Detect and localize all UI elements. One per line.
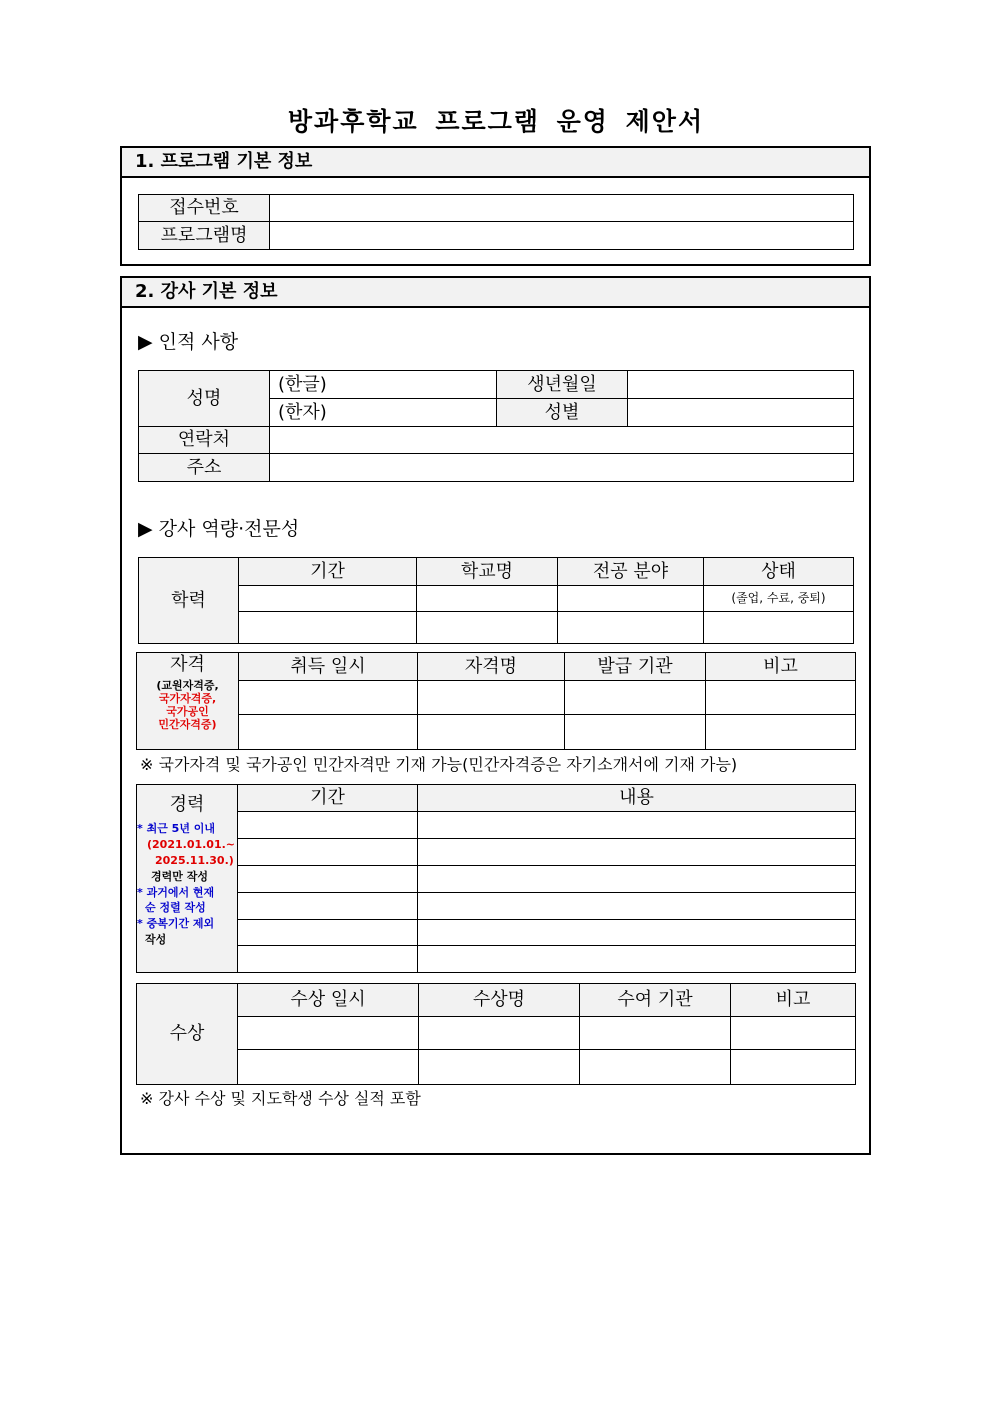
program-name-label: 프로그램명 <box>139 222 270 250</box>
education-table <box>138 557 854 644</box>
career-notes <box>137 821 237 949</box>
license-cell[interactable] <box>418 681 565 715</box>
license-cell[interactable] <box>239 681 418 715</box>
career-note-c1: * 중복기간 제외 <box>137 917 215 931</box>
awards-cell[interactable] <box>238 1017 419 1050</box>
address-label: 주소 <box>139 454 270 482</box>
career-cell[interactable] <box>238 866 418 893</box>
awards-header-remarks: 비고 <box>731 984 856 1017</box>
education-header-status: 상태 <box>704 558 854 586</box>
receipt-number-label: 접수번호 <box>139 195 270 222</box>
education-cell[interactable] <box>417 586 558 612</box>
career-label-cell <box>137 785 238 973</box>
license-note-line2: 국가자격증, <box>158 691 217 705</box>
receipt-number-field[interactable] <box>270 195 854 222</box>
career-header-period: 기간 <box>238 785 418 812</box>
career-note-c2: 작성 <box>145 933 167 947</box>
license-cell[interactable] <box>239 715 418 750</box>
education-cell[interactable] <box>558 586 704 612</box>
education-header-school: 학교명 <box>417 558 558 586</box>
awards-cell[interactable] <box>419 1017 580 1050</box>
awards-label: 수상 <box>137 984 238 1085</box>
education-cell[interactable] <box>704 612 854 644</box>
career-cell[interactable] <box>418 866 856 893</box>
career-note-a3: 2025.11.30.) <box>155 853 234 867</box>
career-cell[interactable] <box>238 946 418 973</box>
career-note-a1: * 최근 5년 이내 <box>137 821 216 835</box>
license-note-line1: (교원자격증, <box>156 678 219 692</box>
education-header-period: 기간 <box>239 558 417 586</box>
birthdate-field[interactable] <box>628 371 854 399</box>
education-header-major: 전공 분야 <box>558 558 704 586</box>
awards-footnote: ※ 강사 수상 및 지도학생 수상 실적 포함 <box>140 1089 421 1108</box>
career-header-content: 내용 <box>418 785 856 812</box>
gender-label: 성별 <box>497 399 628 427</box>
career-note-b1: * 과거에서 현재 <box>137 885 215 899</box>
license-header-date: 취득 일시 <box>239 653 418 681</box>
license-header-name: 자격명 <box>418 653 565 681</box>
license-cell[interactable] <box>565 681 706 715</box>
awards-cell[interactable] <box>731 1050 856 1085</box>
career-note-a2: (2021.01.01.~ <box>147 837 236 851</box>
career-cell[interactable] <box>238 812 418 839</box>
contact-label: 연락처 <box>139 427 270 454</box>
program-info-table <box>138 194 854 250</box>
competency-subheading: ▶ 강사 역량·전문성 <box>138 518 300 540</box>
awards-cell[interactable] <box>580 1017 731 1050</box>
name-hangul-field[interactable]: (한글) <box>270 371 497 399</box>
career-cell[interactable] <box>238 839 418 866</box>
education-cell[interactable] <box>239 612 417 644</box>
name-label: 성명 <box>139 371 270 427</box>
license-header-issuer: 발급 기관 <box>565 653 706 681</box>
career-note-b2: 순 정렬 작성 <box>145 901 206 915</box>
license-note-line4: 민간자격증) <box>158 718 217 732</box>
awards-cell[interactable] <box>731 1017 856 1050</box>
license-footnote: ※ 국가자격 및 국가공인 민간자격만 기재 가능(민간자격증은 자기소개서에 기재 가능) <box>140 755 738 774</box>
awards-header-issuer: 수여 기관 <box>580 984 731 1017</box>
personal-subheading: ▶ 인적 사항 <box>138 331 239 353</box>
birthdate-label: 생년월일 <box>497 371 628 399</box>
awards-header-date: 수상 일시 <box>238 984 419 1017</box>
document-title: 방과후학교 프로그램 운영 제안서 <box>287 107 705 136</box>
section2-heading: 2. 강사 기본 정보 <box>122 278 869 308</box>
career-note-a4: 경력만 작성 <box>151 869 208 883</box>
career-cell[interactable] <box>418 812 856 839</box>
name-hanja-field[interactable]: (한자) <box>270 399 497 427</box>
awards-table <box>136 983 856 1085</box>
address-field[interactable] <box>270 454 854 482</box>
career-cell[interactable] <box>418 893 856 920</box>
license-label: 자격 <box>170 654 205 675</box>
education-cell[interactable] <box>417 612 558 644</box>
license-note-line3: 국가공인 <box>166 705 209 719</box>
career-label: 경력 <box>169 794 205 815</box>
career-cell[interactable] <box>418 920 856 946</box>
career-cell[interactable] <box>238 920 418 946</box>
awards-cell[interactable] <box>419 1050 580 1085</box>
education-cell[interactable] <box>239 586 417 612</box>
awards-cell[interactable] <box>238 1050 419 1085</box>
license-note <box>137 679 238 732</box>
awards-cell[interactable] <box>580 1050 731 1085</box>
license-table <box>136 652 856 750</box>
section1-heading: 1. 프로그램 기본 정보 <box>122 148 869 178</box>
career-cell[interactable] <box>238 893 418 920</box>
career-cell[interactable] <box>418 839 856 866</box>
career-cell[interactable] <box>418 946 856 973</box>
program-name-field[interactable] <box>270 222 854 250</box>
contact-field[interactable] <box>270 427 854 454</box>
gender-field[interactable] <box>628 399 854 427</box>
education-status-hint[interactable]: (졸업, 수료, 중퇴) <box>704 586 854 612</box>
personal-info-table <box>138 370 854 482</box>
education-label: 학력 <box>139 558 239 644</box>
education-cell[interactable] <box>558 612 704 644</box>
license-header-remarks: 비고 <box>706 653 856 681</box>
license-cell[interactable] <box>418 715 565 750</box>
career-table <box>136 784 856 973</box>
license-cell[interactable] <box>706 681 856 715</box>
awards-header-name: 수상명 <box>419 984 580 1017</box>
license-cell[interactable] <box>565 715 706 750</box>
license-cell[interactable] <box>706 715 856 750</box>
license-label-cell <box>137 653 239 750</box>
